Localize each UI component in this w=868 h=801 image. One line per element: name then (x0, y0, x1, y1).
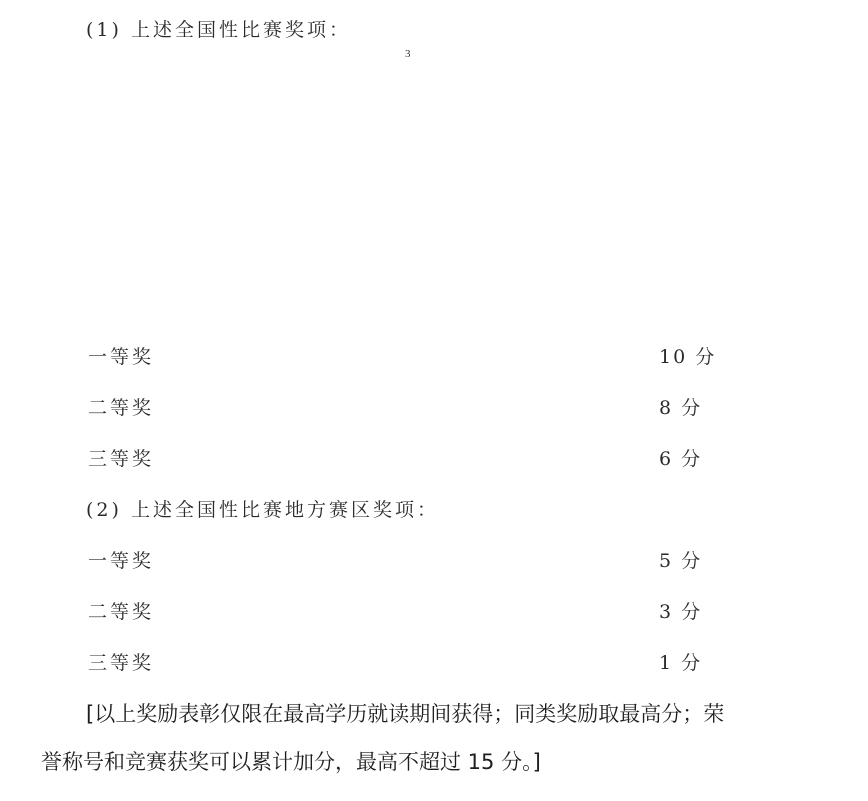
section2-heading: (2) 上述全国性比赛地方赛区奖项： (86, 499, 439, 521)
page-number: 3 (405, 48, 411, 60)
award-name: 三等奖 (88, 652, 155, 674)
award-name: 一等奖 (88, 550, 155, 572)
award-name: 二等奖 (88, 601, 155, 623)
note-line-1: [以上奖励表彰仅限在最高学历就读期间获得；同类奖励取最高分；荣 (86, 702, 725, 726)
award-name: 三等奖 (88, 448, 155, 470)
award-name: 二等奖 (88, 397, 155, 419)
award-name: 一等奖 (88, 346, 155, 368)
section1-heading: (1) 上述全国性比赛奖项： (86, 19, 351, 41)
note-line-2: 誉称号和竞赛获奖可以累计加分，最高不超过 15 分。] (41, 750, 541, 774)
award-score: 1 分 (659, 652, 703, 674)
award-score: 10 分 (659, 346, 717, 368)
award-score: 8 分 (659, 397, 703, 419)
award-score: 6 分 (659, 448, 703, 470)
award-score: 3 分 (659, 601, 703, 623)
award-score: 5 分 (659, 550, 703, 572)
